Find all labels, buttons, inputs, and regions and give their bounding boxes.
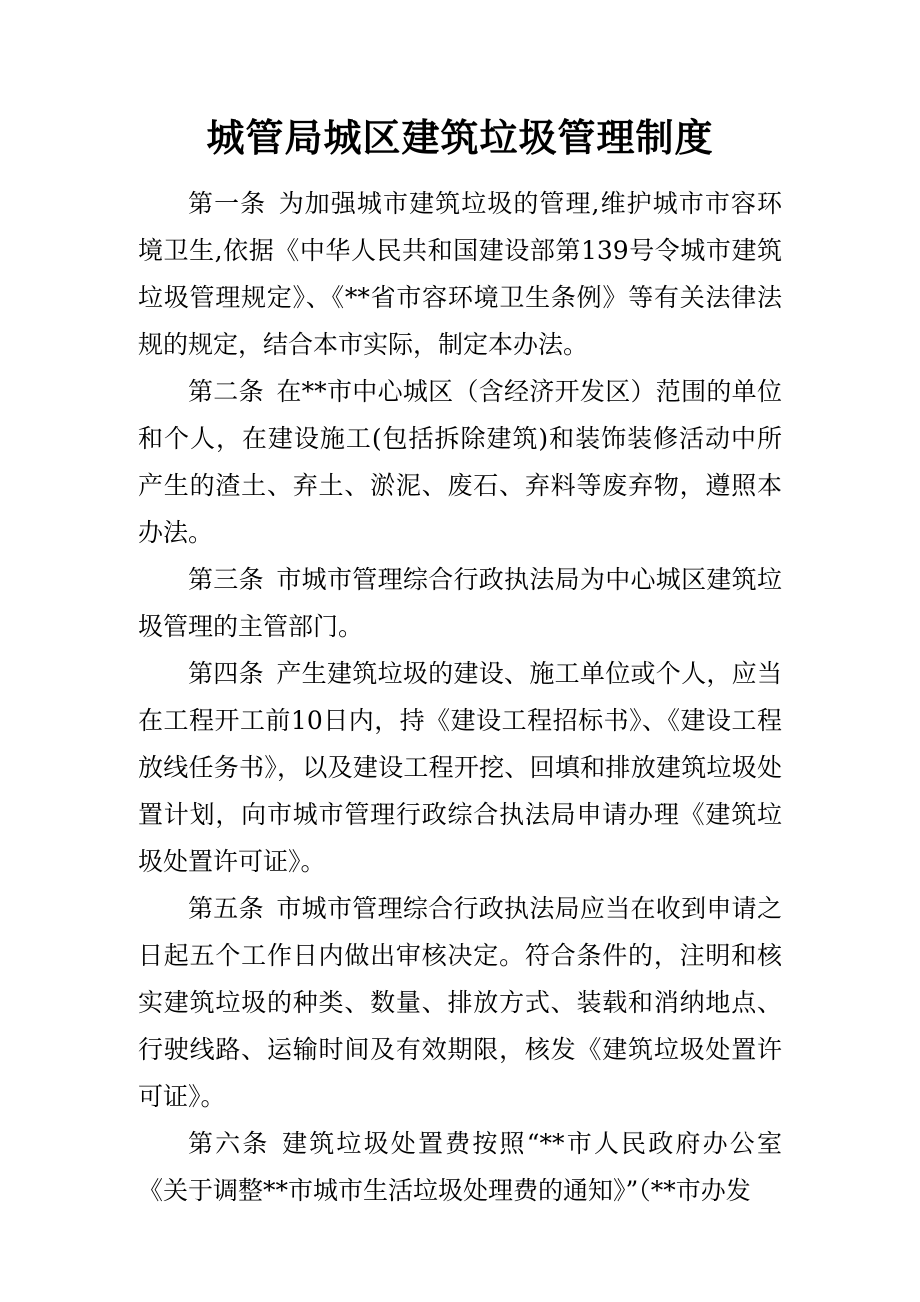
article-label: 第六条 (188, 1129, 270, 1158)
article-text: 市城市管理综合行政执法局为中心城区建筑垃圾管理的主管部门。 (138, 565, 782, 641)
article-4 (138, 650, 782, 885)
article-5 (138, 885, 782, 1120)
article-text: 为加强城市建筑垃圾的管理,维护城市市容环境卫生,依据《中华人民共和国建设部第139号令城市建筑垃圾管理规定》、《**省市容环境卫生条例》等有关法律法规的规定，结合本市实际，制定本办法。 (138, 189, 782, 359)
article-text: 产生建筑垃圾的建设、施工单位或个人，应当在工程开工前10日内，持《建设工程招标书》、《建设工程放线任务书》，以及建设工程开挖、回填和排放建筑垃圾处置计划，向市城市管理行政综合执法局申请办理《建筑垃圾处置许可证》。 (138, 659, 782, 876)
document-title: 城管局城区建筑垃圾管理制度 (206, 115, 714, 160)
article-1 (138, 180, 782, 368)
article-label: 第二条 (188, 377, 264, 406)
article-text: 市城市管理综合行政执法局应当在收到申请之日起五个工作日内做出审核决定。符合条件的，注明和核实建筑垃圾的种类、数量、排放方式、装载和消纳地点、行驶线路、运输时间及有效期限，核发《建筑垃圾处置许可证》。 (138, 894, 782, 1111)
article-text: 在**市中心城区（含经济开发区）范围的单位和个人，在建设施工(包括拆除建筑)和装饰装修活动中所产生的渣土、弃土、淤泥、废石、弃料等废弃物，遵照本办法。 (138, 377, 782, 547)
article-label: 第一条 (188, 189, 267, 218)
article-2 (138, 368, 782, 556)
article-text: 建筑垃圾处置费按照“**市人民政府办公室《关于调整**市城市生活垃圾处理费的通知》”（**市办发 (138, 1129, 782, 1205)
article-label: 第三条 (188, 565, 264, 594)
article-6 (138, 1120, 782, 1214)
article-label: 第四条 (188, 659, 264, 688)
article-3 (138, 556, 782, 650)
article-label: 第五条 (188, 894, 264, 923)
